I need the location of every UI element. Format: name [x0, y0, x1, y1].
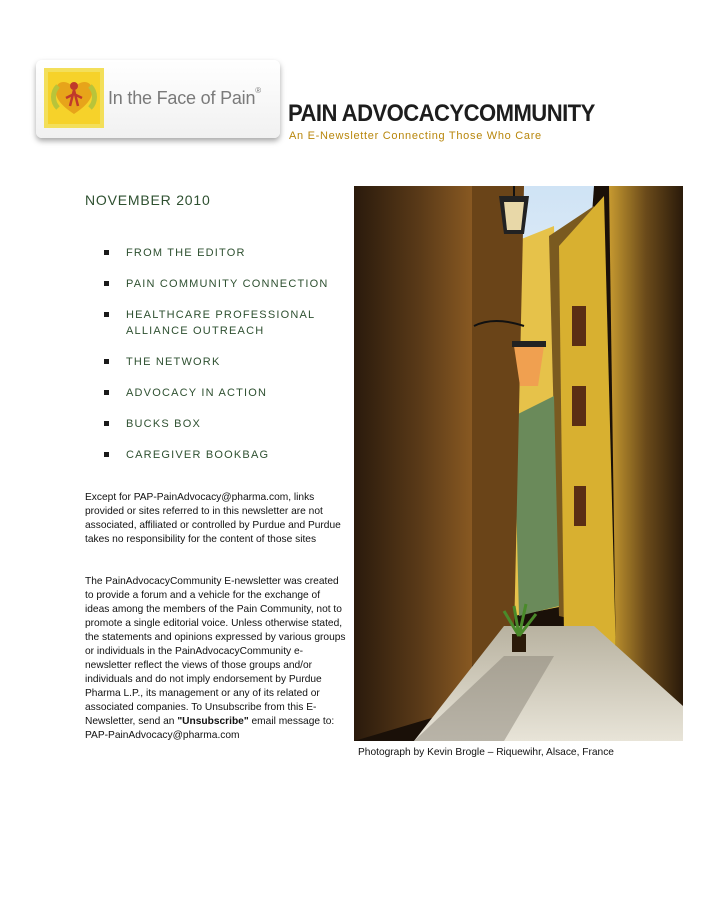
bullet-icon	[104, 281, 109, 286]
bullet-icon	[104, 452, 109, 457]
toc-item-pain-community-connection[interactable]: PAIN COMMUNITY CONNECTION	[104, 276, 344, 292]
bullet-icon	[104, 390, 109, 395]
toc-item-the-network[interactable]: THE NETWORK	[104, 354, 344, 370]
logo-text: In the Face of Pain®	[108, 86, 261, 108]
toc-item-bucks-box[interactable]: BUCKS BOX	[104, 416, 344, 432]
bullet-icon	[104, 312, 109, 317]
toc-item-from-the-editor[interactable]: FROM THE EDITOR	[104, 245, 344, 261]
issue-date: NOVEMBER 2010	[85, 192, 211, 208]
links-disclaimer: Except for PAP-PainAdvocacy@pharma.com, links provided or sites referred to in this newsletter are not associated, affiliated or controlled by Purdue and Purdue takes no responsibility for the content of those sites	[85, 492, 341, 545]
alley-photograph	[354, 186, 683, 741]
toc-item-healthcare-professional-alliance-outreach[interactable]: HEALTHCARE PROFESSIONAL ALLIANCE OUTREACH	[104, 307, 344, 339]
photo-caption: Photograph by Kevin Brogle – Riquewihr, Alsace, France	[358, 747, 614, 758]
about-newsletter: The PainAdvocacyCommunity E-newsletter was created to provide a forum and a vehicle for the exchange of ideas among the members of the Pain Community, not to promote a single editorial voice. Unless otherwise stated, the statements and opinions expressed by various groups or individuals in the PainAdvocacyCommunity e-newsletter reflect the views of those groups and/or individuals and do not imply endorsement by Purdue Pharma L.P., its management or any of its related or associated companies. To Unsubscribe from this E-Newsletter, send an "Unsubscribe" email message to: PAP-PainAdvocacy@pharma.com	[85, 576, 346, 741]
masthead-subtitle: An E-Newsletter Connecting Those Who Care	[289, 130, 542, 142]
unsubscribe-keyword: "Unsubscribe"	[177, 716, 249, 727]
toc-item-caregiver-bookbag[interactable]: CAREGIVER BOOKBAG	[104, 447, 344, 463]
toc-item-advocacy-in-action[interactable]: ADVOCACY IN ACTION	[104, 385, 344, 401]
bullet-icon	[104, 250, 109, 255]
logo-card	[36, 60, 280, 138]
bullet-icon	[104, 359, 109, 364]
alley-photo-illustration	[354, 186, 683, 741]
masthead-title: PAIN ADVOCACYCOMMUNITY	[288, 100, 595, 127]
bullet-icon	[104, 421, 109, 426]
table-of-contents	[104, 245, 344, 478]
figure-heart-icon	[44, 68, 104, 128]
